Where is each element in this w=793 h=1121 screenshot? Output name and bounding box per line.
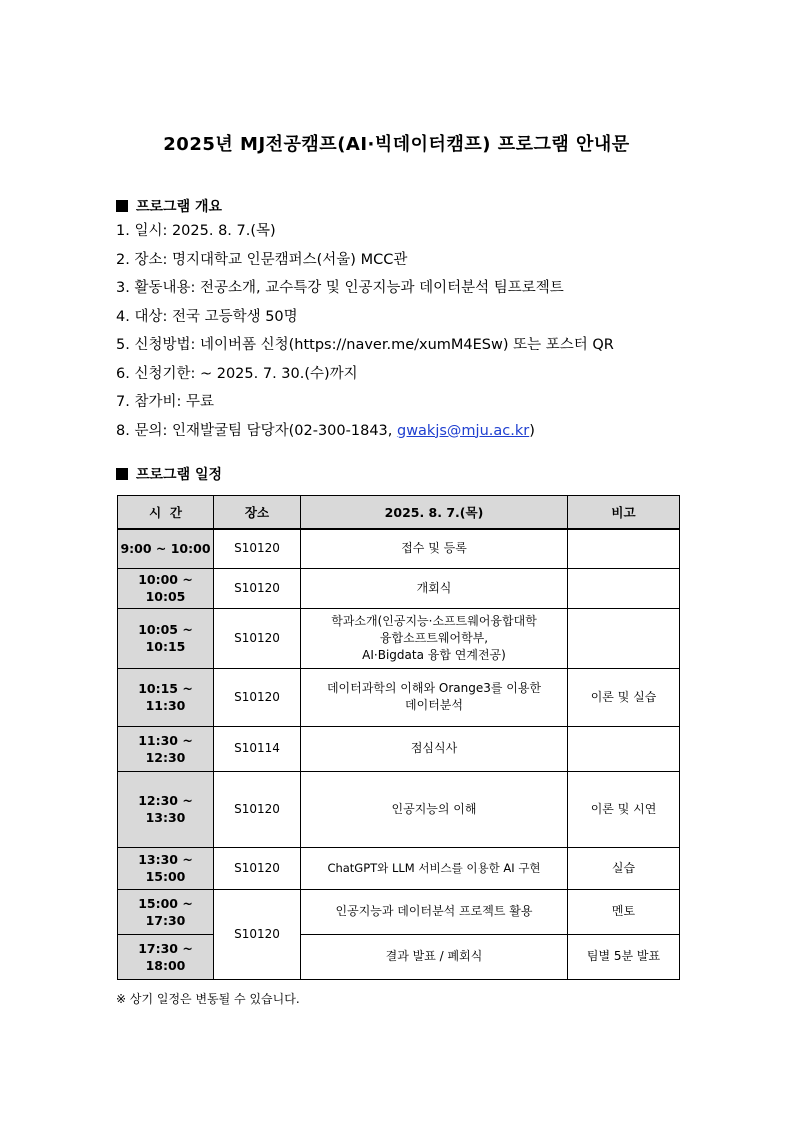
- contact-email-link[interactable]: gwakjs@mju.ac.kr: [396, 422, 530, 439]
- overview-item-activities: 3. 활동내용: 전공소개, 교수특강 및 인공지능과 데이터분석 팀프로젝트: [116, 280, 564, 296]
- place-cell: S10120: [214, 771, 301, 847]
- place-cell: S10120: [214, 608, 301, 668]
- note-cell: 멘토: [568, 889, 680, 934]
- content-cell: 개회식: [301, 568, 568, 608]
- time-cell: 12:30 ~ 13:30: [118, 771, 214, 847]
- table-row: [118, 771, 680, 847]
- time-cell: 10:00 ~ 10:05: [118, 568, 214, 608]
- header-time: 시 간: [118, 496, 214, 530]
- schedule-heading-text: 프로그램 일정: [136, 467, 223, 483]
- overview-item-location: 2. 장소: 명지대학교 인문캠퍼스(서울) MCC관: [116, 251, 408, 268]
- schedule-footnote: ※ 상기 일정은 변동될 수 있습니다.: [116, 992, 300, 1006]
- content-cell: 결과 발표 / 폐회식: [301, 934, 568, 979]
- overview-heading-text: 프로그램 개요: [136, 199, 223, 215]
- schedule-heading: [116, 464, 222, 484]
- page-title: 2025년 MJ전공캠프(AI·빅데이터캠프) 프로그램 안내문: [163, 134, 630, 155]
- note-cell: [568, 568, 680, 608]
- time-cell: 11:30 ~ 12:30: [118, 726, 214, 771]
- overview-item-target: 4. 대상: 전국 고등학생 50명: [116, 308, 298, 325]
- time-cell: 10:05 ~ 10:15: [118, 608, 214, 668]
- place-cell: S10120: [214, 889, 301, 979]
- overview-item-deadline: 6. 신청기한: ~ 2025. 7. 30.(수)까지: [116, 365, 358, 382]
- content-line: 학과소개(인공지능·소프트웨어융합대학: [331, 613, 537, 628]
- overview-list: [116, 222, 614, 450]
- place-cell: S10120: [214, 668, 301, 726]
- note-cell: [568, 529, 680, 568]
- content-cell: [301, 668, 568, 726]
- content-cell: ChatGPT와 LLM 서비스를 이용한 AI 구현: [301, 847, 568, 889]
- content-cell: 접수 및 등록: [301, 529, 568, 568]
- header-place: 장소: [214, 496, 301, 530]
- square-bullet-icon: [116, 200, 128, 212]
- content-line: 데이터분석: [405, 698, 463, 712]
- table-row: [118, 608, 680, 668]
- overview-item-apply-method: 5. 신청방법: 네이버폼 신청(https://naver.me/xumM4ESw) 또는 포스터 QR: [116, 337, 614, 353]
- time-cell: 9:00 ~ 10:00: [118, 529, 214, 568]
- table-row: [118, 568, 680, 608]
- table-row: [118, 529, 680, 568]
- overview-item-fee: 7. 참가비: 무료: [116, 394, 214, 410]
- note-cell: 실습: [568, 847, 680, 889]
- schedule-table: [117, 495, 680, 980]
- place-cell: S10114: [214, 726, 301, 771]
- contact-prefix: 8. 문의: 인재발굴팀 담당자(02-300-1843,: [116, 422, 397, 439]
- content-cell: 인공지능과 데이터분석 프로젝트 활용: [301, 889, 568, 934]
- square-bullet-icon: [116, 468, 128, 480]
- note-cell: [568, 726, 680, 771]
- note-cell: 팀별 5분 발표: [568, 934, 680, 979]
- content-line: 융합소프트웨어학부,: [379, 630, 489, 645]
- time-cell: 15:00 ~ 17:30: [118, 889, 214, 934]
- content-cell: 점심식사: [301, 726, 568, 771]
- header-note: 비고: [568, 496, 680, 530]
- place-cell: S10120: [214, 568, 301, 608]
- place-cell: S10120: [214, 847, 301, 889]
- overview-heading: [116, 196, 222, 216]
- time-cell: 13:30 ~ 15:00: [118, 847, 214, 889]
- table-row: [118, 668, 680, 726]
- table-row: [118, 934, 680, 979]
- header-content: 2025. 8. 7.(목): [301, 496, 568, 530]
- contact-suffix: ): [529, 422, 535, 439]
- content-line: 데이터과학의 이해와 Orange3를 이용한: [326, 681, 542, 695]
- overview-item-date: 1. 일시: 2025. 8. 7.(목): [116, 223, 276, 239]
- table-row: [118, 726, 680, 771]
- table-row: [118, 889, 680, 934]
- content-cell: 인공지능의 이해: [301, 771, 568, 847]
- content-line: AI·Bigdata 융합 연계전공): [362, 647, 506, 662]
- table-row: [118, 847, 680, 889]
- overview-item-contact: [116, 422, 614, 451]
- note-cell: 이론 및 시연: [568, 771, 680, 847]
- note-cell: [568, 608, 680, 668]
- place-cell: S10120: [214, 529, 301, 568]
- time-cell: 10:15 ~ 11:30: [118, 668, 214, 726]
- content-cell: [301, 608, 568, 668]
- note-cell: 이론 및 실습: [568, 668, 680, 726]
- time-cell: 17:30 ~ 18:00: [118, 934, 214, 979]
- table-header-row: [118, 496, 680, 530]
